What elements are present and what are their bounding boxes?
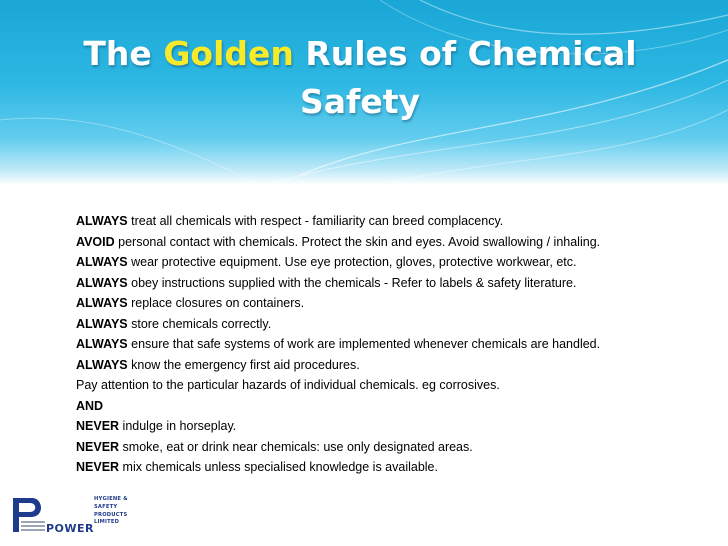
rule-keyword: ALWAYS: [76, 316, 128, 331]
rule-text: treat all chemicals with respect - familiarity can breed complacency.: [127, 214, 504, 228]
slide-title: [60, 30, 660, 126]
rule-keyword: ALWAYS: [76, 296, 128, 310]
rule-keyword: ALWAYS: [76, 275, 128, 290]
rule-keyword: ALWAYS: [76, 255, 128, 269]
rule-line: [76, 314, 696, 335]
logo-line: SAFETY: [94, 503, 118, 510]
title-pre: The: [83, 34, 152, 73]
title-highlight: Golden: [163, 34, 294, 73]
logo-wordmark: POWER: [46, 522, 95, 534]
rule-text: mix chemicals unless specialised knowledge is available.: [119, 460, 438, 474]
rule-keyword: ALWAYS: [76, 214, 128, 228]
rule-text: smoke, eat or drink near chemicals: use only designated areas.: [119, 439, 473, 454]
logo-line: PRODUCTS: [94, 511, 128, 518]
rule-line: [76, 334, 696, 355]
title-post: Rules of Chemical Safety: [299, 34, 637, 121]
rule-keyword: NEVER: [76, 460, 120, 474]
power-logo-mark: [12, 496, 96, 534]
rule-line: [76, 437, 696, 458]
rule-line: [76, 375, 696, 396]
rule-line: [76, 232, 696, 253]
rule-line: [76, 457, 696, 478]
rule-text: indulge in horseplay.: [119, 419, 237, 433]
svg-text:POWER: [46, 522, 94, 534]
rule-text: obey instructions supplied with the chemicals - Refer to labels & safety literature.: [127, 275, 577, 290]
rule-text: know the emergency first aid procedures.: [127, 357, 360, 372]
logo-line: LIMITED: [94, 519, 120, 526]
rule-text: wear protective equipment. Use eye protection, gloves, protective workwear, etc.: [127, 255, 577, 269]
rule-line: [76, 416, 696, 437]
rule-line: [76, 273, 696, 294]
rule-line: [76, 211, 696, 232]
rule-keyword: NEVER: [76, 419, 120, 433]
logo-line: HYGIENE &: [94, 496, 128, 502]
rule-text: store chemicals correctly.: [127, 316, 272, 331]
rule-keyword: AND: [76, 398, 104, 413]
rule-line: [76, 355, 696, 376]
rule-line: [76, 293, 696, 314]
rule-text: Pay attention to the particular hazards of individual chemicals. eg corrosives.: [76, 378, 500, 392]
rule-keyword: AVOID: [76, 234, 115, 249]
rule-text: personal contact with chemicals. Protect the skin and eyes. Avoid swallowing / inhaling.: [114, 234, 601, 249]
rule-keyword: NEVER: [76, 439, 120, 454]
rule-text: replace closures on containers.: [127, 296, 305, 310]
rule-line: [76, 396, 696, 417]
rule-line: [76, 252, 696, 273]
rules-list: [76, 211, 696, 478]
company-logo: [12, 496, 140, 534]
logo-tagline: [94, 496, 144, 527]
rule-keyword: ALWAYS: [76, 337, 128, 351]
rule-text: ensure that safe systems of work are implemented whenever chemicals are handled.: [127, 337, 601, 351]
rule-keyword: ALWAYS: [76, 357, 128, 372]
